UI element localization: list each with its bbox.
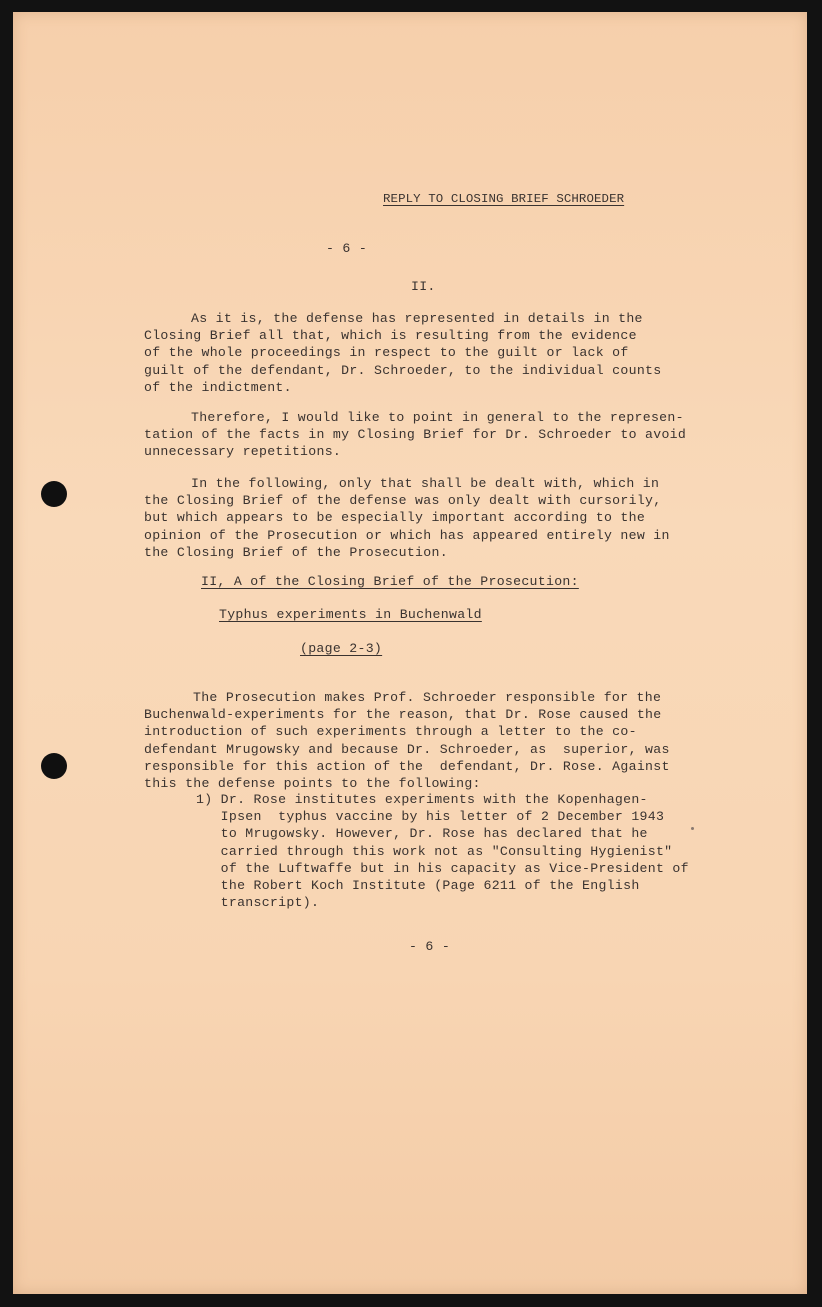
- subheading-closing-brief: II, A of the Closing Brief of the Prosecution:: [201, 574, 579, 589]
- text-line: guilt of the defendant, Dr. Schroeder, to the individual counts: [144, 362, 662, 378]
- punch-hole-lower: [41, 753, 67, 779]
- text-line: In the following, only that shall be dealt with, which in: [191, 476, 660, 491]
- page-number-bottom: - 6 -: [409, 939, 451, 954]
- text-line: Therefore, I would like to point in general to the represen-: [191, 410, 684, 425]
- list-item-1: [196, 791, 689, 911]
- text-line: Buchenwald-experiments for the reason, that Dr. Rose caused the: [144, 707, 662, 723]
- paragraph-4: [144, 689, 670, 792]
- text-line: defendant Mrugowsky and because Dr. Schroeder, as superior, was: [144, 741, 670, 757]
- text-line: Ipsen typhus vaccine by his letter of 2 December 1943: [196, 809, 665, 825]
- text-line: the Closing Brief of the defense was only dealt with cursorily,: [144, 493, 662, 509]
- subheading-page-ref: (page 2-3): [300, 641, 383, 656]
- paragraph-1: [144, 310, 661, 396]
- text-line: this the defense points to the following:: [144, 776, 481, 792]
- text-line: unnecessary repetitions.: [144, 444, 342, 460]
- page-number-top: - 6 -: [326, 241, 368, 256]
- text-line: responsible for this action of the defendant, Dr. Rose. Against: [144, 758, 670, 774]
- text-line: opinion of the Prosecution or which has appeared entirely new in: [144, 527, 670, 543]
- text-line: to Mrugowsky. However, Dr. Rose has declared that he: [196, 826, 648, 842]
- text-line: the Robert Koch Institute (Page 6211 of the English: [196, 878, 640, 894]
- text-line: Closing Brief all that, which is resulting from the evidence: [144, 328, 637, 344]
- paragraph-2: [144, 409, 686, 461]
- punch-hole-upper: [41, 481, 67, 507]
- text-line: of the Luftwaffe but in his capacity as Vice-President of: [196, 860, 689, 876]
- text-line: of the whole proceedings in respect to the guilt or lack of: [144, 345, 629, 361]
- text-line: tation of the facts in my Closing Brief for Dr. Schroeder to avoid: [144, 427, 687, 443]
- text-line: The Prosecution makes Prof. Schroeder responsible for the: [193, 690, 662, 705]
- text-line: carried through this work not as "Consulting Hygienist": [196, 843, 673, 859]
- text-line: As it is, the defense has represented in details in the: [191, 311, 643, 326]
- section-heading: II.: [411, 279, 436, 294]
- paragraph-3: [144, 475, 670, 561]
- text-line: but which appears to be especially important according to the: [144, 510, 646, 526]
- text-line: introduction of such experiments through a letter to the co-: [144, 724, 637, 740]
- document-page: [13, 12, 807, 1294]
- document-title: REPLY TO CLOSING BRIEF SCHROEDER: [383, 192, 625, 206]
- paper-speck: [691, 827, 694, 830]
- text-line: the Closing Brief of the Prosecution.: [144, 544, 448, 560]
- text-line: transcript).: [196, 895, 320, 911]
- text-line: 1) Dr. Rose institutes experiments with the Kopenhagen-: [196, 792, 648, 807]
- text-line: of the indictment.: [144, 379, 292, 395]
- subheading-typhus: Typhus experiments in Buchenwald: [219, 607, 482, 622]
